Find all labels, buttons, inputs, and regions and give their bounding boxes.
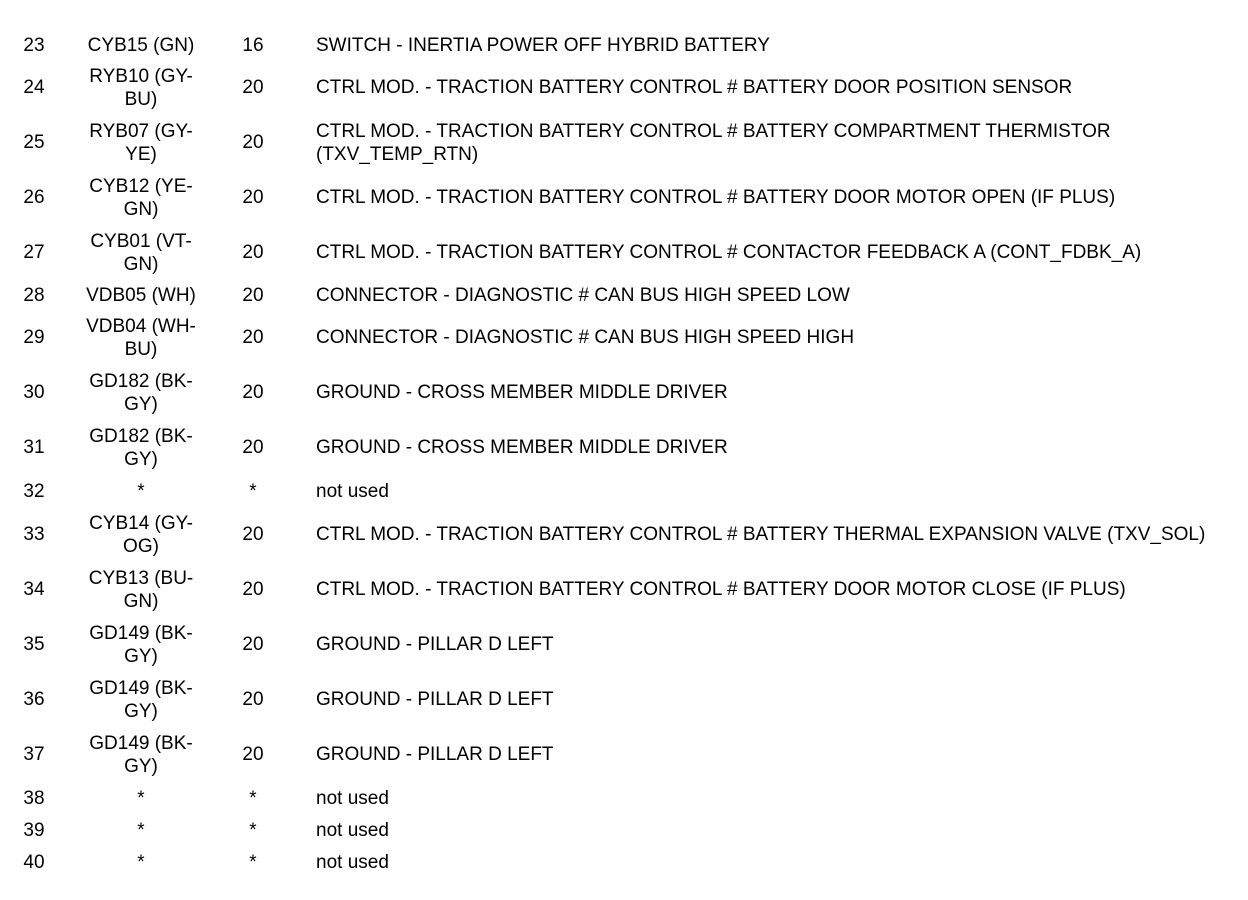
circuit-code-cell: CYB13 (BU-GN) <box>88 567 194 612</box>
table-row <box>0 846 1248 878</box>
circuit-code-cell: * <box>137 480 145 502</box>
circuit-code-cell: VDB05 (WH) <box>86 284 196 306</box>
pin-number-cell: 35 <box>23 634 45 655</box>
circuit-code-cell: CYB15 (GN) <box>87 34 195 56</box>
wire-gauge-cell: 20 <box>242 437 264 458</box>
circuit-code-cell: RYB07 (GY-YE) <box>89 120 193 165</box>
circuit-code-cell: * <box>137 787 145 809</box>
pin-number-cell: 30 <box>23 382 45 403</box>
pin-number-cell: 23 <box>23 34 45 56</box>
wire-gauge-cell: * <box>249 480 257 502</box>
description-cell: GROUND - PILLAR D LEFT <box>316 744 554 765</box>
wire-gauge-cell: 20 <box>242 327 264 348</box>
pin-number-cell: 31 <box>23 437 45 458</box>
circuit-code-cell: CYB01 (VT-GN) <box>90 230 192 275</box>
table-row <box>0 280 1248 310</box>
circuit-code-cell: GD149 (BK-GY) <box>89 677 193 722</box>
table-row <box>0 225 1248 280</box>
pin-number-cell: 34 <box>23 579 45 600</box>
description-cell: not used <box>316 819 389 841</box>
description-cell: not used <box>316 480 389 502</box>
table-row <box>0 420 1248 475</box>
description-cell: CONNECTOR - DIAGNOSTIC # CAN BUS HIGH SPEED HIGH <box>316 327 855 348</box>
description-cell: GROUND - PILLAR D LEFT <box>316 634 554 655</box>
description-cell: SWITCH - INERTIA POWER OFF HYBRID BATTERY <box>316 34 770 56</box>
description-cell: GROUND - CROSS MEMBER MIDDLE DRIVER <box>316 382 728 403</box>
pinout-table-body <box>0 30 1248 878</box>
wire-gauge-cell: * <box>249 851 257 873</box>
table-row <box>0 672 1248 727</box>
table-row <box>0 365 1248 420</box>
circuit-code-cell: * <box>137 819 145 841</box>
wire-gauge-cell: 16 <box>242 34 264 56</box>
description-cell: GROUND - PILLAR D LEFT <box>316 689 554 710</box>
table-row <box>0 617 1248 672</box>
pin-number-cell: 37 <box>23 744 45 765</box>
table-row <box>0 310 1248 365</box>
pin-number-cell: 28 <box>23 284 45 306</box>
wire-gauge-cell: 20 <box>242 579 264 600</box>
circuit-code-cell: GD182 (BK-GY) <box>89 425 193 470</box>
table-row <box>0 60 1248 115</box>
description-cell: CTRL MOD. - TRACTION BATTERY CONTROL # BATTERY DOOR POSITION SENSOR <box>316 77 1073 98</box>
pin-number-cell: 27 <box>23 242 45 263</box>
table-row <box>0 115 1248 170</box>
circuit-code-cell: VDB04 (WH-BU) <box>86 315 196 360</box>
pin-number-cell: 29 <box>23 327 45 348</box>
pin-number-cell: 38 <box>23 787 45 809</box>
description-cell: CTRL MOD. - TRACTION BATTERY CONTROL # BATTERY COMPARTMENT THERMISTOR (TXV_TEMP_RTN) <box>316 120 1111 165</box>
description-cell: CTRL MOD. - TRACTION BATTERY CONTROL # CONTACTOR FEEDBACK A (CONT_FDBK_A) <box>316 242 1142 263</box>
pin-number-cell: 32 <box>23 480 45 502</box>
pin-number-cell: 33 <box>23 524 45 545</box>
wire-gauge-cell: 20 <box>242 132 264 153</box>
circuit-code-cell: * <box>137 851 145 873</box>
circuit-code-cell: GD149 (BK-GY) <box>89 622 193 667</box>
description-cell: CTRL MOD. - TRACTION BATTERY CONTROL # BATTERY DOOR MOTOR OPEN (IF PLUS) <box>316 187 1116 208</box>
description-cell: CTRL MOD. - TRACTION BATTERY CONTROL # BATTERY THERMAL EXPANSION VALVE (TXV_SOL) <box>316 524 1206 545</box>
description-cell: CONNECTOR - DIAGNOSTIC # CAN BUS HIGH SPEED LOW <box>316 284 850 306</box>
wire-gauge-cell: 20 <box>242 689 264 710</box>
description-cell: CTRL MOD. - TRACTION BATTERY CONTROL # BATTERY DOOR MOTOR CLOSE (IF PLUS) <box>316 579 1126 600</box>
wire-gauge-cell: 20 <box>242 77 264 98</box>
pin-number-cell: 39 <box>23 819 45 841</box>
wire-gauge-cell: 20 <box>242 284 264 306</box>
circuit-code-cell: GD182 (BK-GY) <box>89 370 193 415</box>
wire-gauge-cell: 20 <box>242 187 264 208</box>
table-row <box>0 727 1248 782</box>
table-row <box>0 170 1248 225</box>
pin-number-cell: 24 <box>23 77 45 98</box>
pin-number-cell: 25 <box>23 132 45 153</box>
circuit-code-cell: CYB12 (YE-GN) <box>89 175 193 220</box>
pin-number-cell: 26 <box>23 187 45 208</box>
wire-gauge-cell: * <box>249 787 257 809</box>
description-cell: not used <box>316 851 389 873</box>
description-cell: not used <box>316 787 389 809</box>
pin-number-cell: 40 <box>23 851 45 873</box>
table-row <box>0 782 1248 814</box>
description-cell: GROUND - CROSS MEMBER MIDDLE DRIVER <box>316 437 728 458</box>
circuit-code-cell: CYB14 (GY-OG) <box>89 512 193 557</box>
wire-gauge-cell: 20 <box>242 524 264 545</box>
wire-gauge-cell: 20 <box>242 242 264 263</box>
circuit-code-cell: GD149 (BK-GY) <box>89 732 193 777</box>
table-row <box>0 814 1248 846</box>
table-row <box>0 30 1248 60</box>
table-row <box>0 507 1248 562</box>
pin-number-cell: 36 <box>23 689 45 710</box>
wire-gauge-cell: 20 <box>242 634 264 655</box>
table-row <box>0 562 1248 617</box>
table-row <box>0 475 1248 507</box>
wire-gauge-cell: 20 <box>242 382 264 403</box>
circuit-code-cell: RYB10 (GY-BU) <box>89 65 193 110</box>
connector-pinout-table <box>0 30 1248 878</box>
wire-gauge-cell: * <box>249 819 257 841</box>
wire-gauge-cell: 20 <box>242 744 264 765</box>
